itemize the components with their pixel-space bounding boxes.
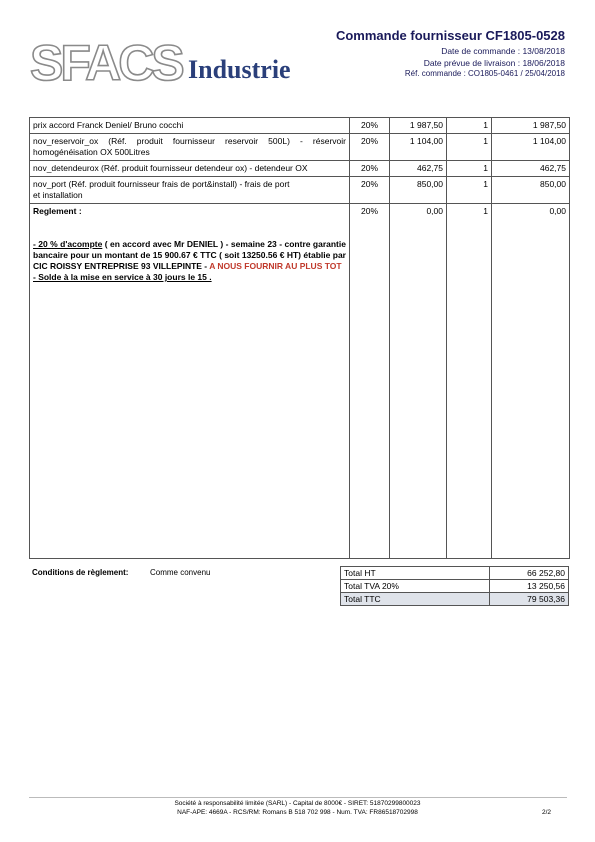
line-description xyxy=(30,177,350,204)
line-description-part2: et installation xyxy=(33,190,83,200)
table-row xyxy=(30,134,570,161)
logo-sfacs-text: SFACS xyxy=(30,36,182,86)
table-row xyxy=(30,177,570,204)
total-tva-row xyxy=(341,580,569,593)
order-reference: Réf. commande : CO1805-0461 / 25/04/2018 xyxy=(404,69,565,78)
payment-conditions-label: Conditions de règlement: xyxy=(32,568,129,577)
total-ttc-value: 79 503,36 xyxy=(490,593,569,606)
footer-legal-line2: NAF-APE: 4669A - RCS/RM: Romans B 518 702 998 - Num. TVA: FR86518702998 xyxy=(177,809,418,816)
order-lines-table xyxy=(29,117,570,559)
line-quantity: 1 xyxy=(447,204,492,559)
line-unit-price: 462,75 xyxy=(390,161,447,177)
line-unit-price: 850,00 xyxy=(390,177,447,204)
line-description-part1: nov_port (Réf. produit fournisseur frais de port&install) - frais de port xyxy=(33,179,290,189)
line-vat: 20% xyxy=(350,177,390,204)
payment-conditions-value: Comme convenu xyxy=(150,568,211,577)
line-total: 1 104,00 xyxy=(492,134,570,161)
line-description: prix accord Franck Deniel/ Bruno cocchi xyxy=(30,118,350,134)
delivery-date: Date prévue de livraison : 18/06/2018 xyxy=(423,58,565,68)
page-number: 2/2 xyxy=(541,809,551,816)
reglement-label: Reglement : xyxy=(33,206,82,216)
total-ttc-row xyxy=(341,593,569,606)
line-total: 462,75 xyxy=(492,161,570,177)
line-vat: 20% xyxy=(350,161,390,177)
logo-industrie-text: Industrie xyxy=(188,55,291,84)
reglement-terms xyxy=(33,239,346,283)
footer-legal-line1: Société à responsabilité limitée (SARL) - Capital de 8000€ - SIRET: 51870299800023 xyxy=(174,800,421,807)
reglement-cell xyxy=(30,204,350,559)
table-row-reglement xyxy=(30,204,570,559)
line-unit-price: 1 104,00 xyxy=(390,134,447,161)
line-vat: 20% xyxy=(350,134,390,161)
reglement-urgent: A NOUS FOURNIR AU PLUS TOT xyxy=(209,261,342,271)
line-description: nov_detendeurox (Réf. produit fournisseur detendeur ox) - detendeur OX xyxy=(30,161,350,177)
line-quantity: 1 xyxy=(447,177,492,204)
total-ht-label: Total HT xyxy=(341,567,490,580)
line-quantity: 1 xyxy=(447,118,492,134)
table-row xyxy=(30,161,570,177)
company-logo xyxy=(30,36,320,86)
total-ht-value: 66 252,80 xyxy=(490,567,569,580)
table-row xyxy=(30,118,570,134)
line-unit-price: 1 987,50 xyxy=(390,118,447,134)
total-tva-value: 13 250,56 xyxy=(490,580,569,593)
total-ttc-label: Total TTC xyxy=(341,593,490,606)
reglement-acompte: - 20 % d'acompte xyxy=(33,239,103,249)
line-description: nov_reservoir_ox (Réf. produit fournisseur reservoir 500L) - réservoir homogénéisation OX 500Litres xyxy=(30,134,350,161)
reglement-solde: - Solde à la mise en service à 30 jours le 15 . xyxy=(33,272,212,282)
totals-table xyxy=(340,566,569,606)
document-title: Commande fournisseur CF1805-0528 xyxy=(335,28,565,43)
line-total: 0,00 xyxy=(492,204,570,559)
line-vat: 20% xyxy=(350,204,390,559)
line-quantity: 1 xyxy=(447,134,492,161)
line-total: 1 987,50 xyxy=(492,118,570,134)
line-unit-price: 0,00 xyxy=(390,204,447,559)
reglement-text: ( en accord avec Mr DENIEL ) - semaine 23 - contre garantie bancaire pour un montant de 15 900.67 € TTC ( soit 13250.56 € HT) établie par CIC ROISSY ENTREPRISE 93 VILLEPINTE - xyxy=(33,239,346,271)
line-total: 850,00 xyxy=(492,177,570,204)
line-quantity: 1 xyxy=(447,161,492,177)
total-tva-label: Total TVA 20% xyxy=(341,580,490,593)
total-ht-row xyxy=(341,567,569,580)
order-date: Date de commande : 13/08/2018 xyxy=(441,46,565,56)
footer-divider xyxy=(29,797,567,798)
line-vat: 20% xyxy=(350,118,390,134)
